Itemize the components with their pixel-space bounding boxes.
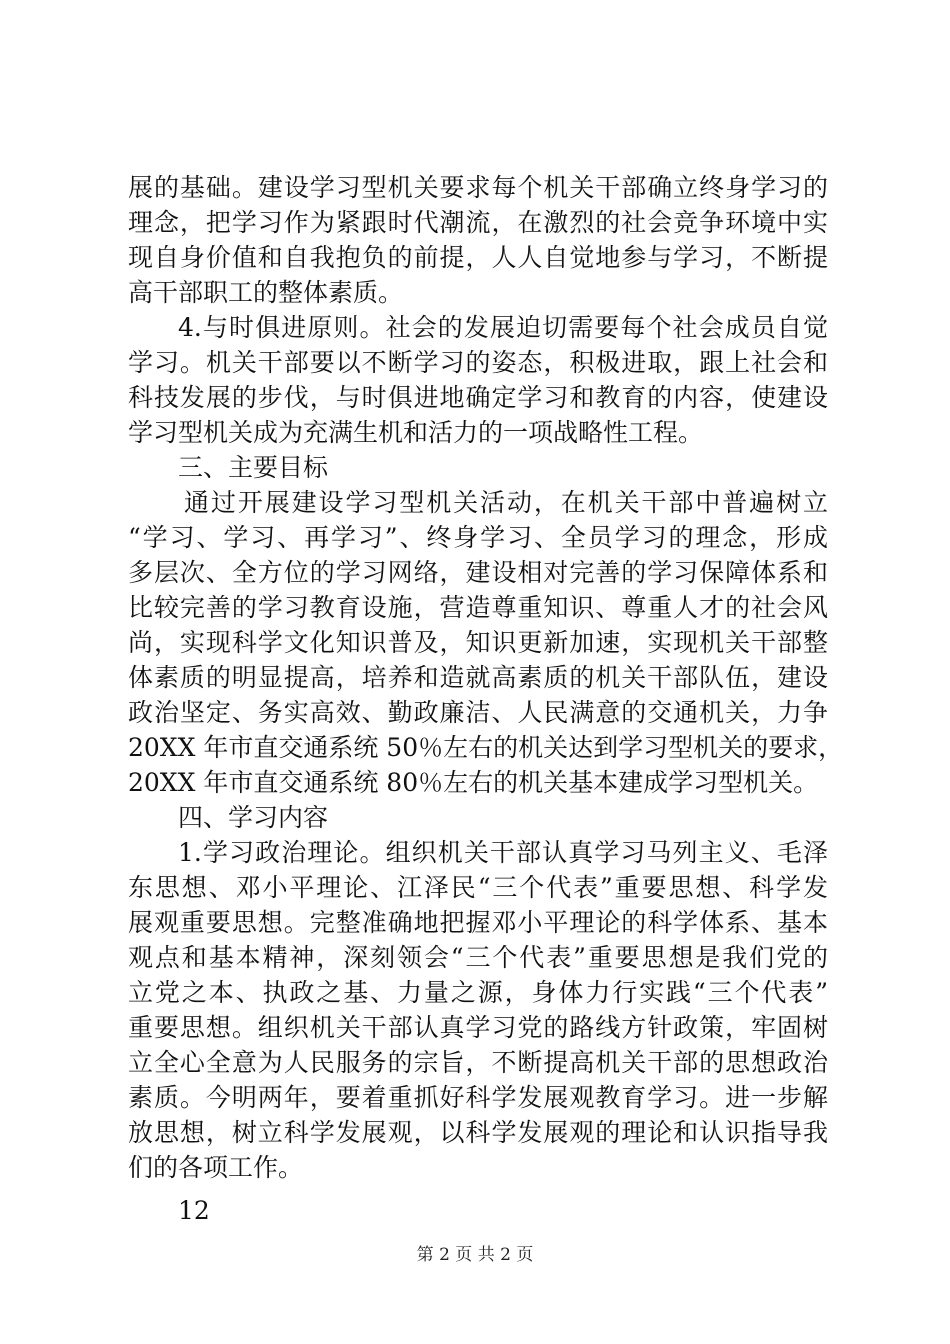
body-text-line: 20XX 年市直交通系统 50％左右的机关达到学习型机关的要求， xyxy=(128,733,844,762)
body-text-line: 学习型机关成为充满生机和活力的一项战略性工程。 xyxy=(128,418,704,447)
body-text-line: 比较完善的学习教育设施，营造尊重知识、尊重人才的社会风 xyxy=(128,593,828,622)
body-text-line: 现自身价值和自我抱负的前提，人人自觉地参与学习，不断提 xyxy=(128,243,828,272)
document-body xyxy=(128,170,844,1228)
body-text-line: 科技发展的步伐，与时俱进地确定学习和教育的内容，使建设 xyxy=(128,383,828,412)
body-text-line: 1.学习政治理论。组织机关干部认真学习马列主义、毛泽 xyxy=(178,838,828,867)
body-text-line: 展观重要思想。完整准确地把握邓小平理论的科学体系、基本 xyxy=(128,908,828,937)
page-footer: 第 2 页 共 2 页 xyxy=(416,1245,534,1265)
body-text-line: “学习、学习、再学习”、终身学习、全员学习的理念，形成 xyxy=(128,523,828,552)
body-text-line: 体素质的明显提高，培养和造就高素质的机关干部队伍，建设 xyxy=(128,663,828,692)
body-text-line: 们的各项工作。 xyxy=(128,1153,304,1182)
body-text-line: 立党之本、执政之基、力量之源，身体力行实践“三个代表” xyxy=(128,978,828,1007)
body-text-line: 通过开展建设学习型机关活动，在机关干部中普遍树立 xyxy=(184,488,828,517)
body-text-line: 东思想、邓小平理论、江泽民“三个代表”重要思想、科学发 xyxy=(128,873,828,902)
body-text-line: 学习。机关干部要以不断学习的姿态，积极进取，跟上社会和 xyxy=(128,348,828,377)
body-text-line: 观点和基本精神，深刻领会“三个代表”重要思想是我们党的 xyxy=(128,943,828,972)
body-text-line: 展的基础。建设学习型机关要求每个机关干部确立终身学习的 xyxy=(128,173,828,202)
section-heading: 四、学习内容 xyxy=(178,803,329,832)
body-text-line: 素质。今明两年，要着重抓好科学发展观教育学习。进一步解 xyxy=(128,1083,828,1112)
inline-page-number: 12 xyxy=(178,1196,210,1225)
body-text-line: 政治坚定、务实高效、勤政廉洁、人民满意的交通机关，力争 xyxy=(128,698,828,727)
body-text-line: 放思想，树立科学发展观，以科学发展观的理论和认识指导我 xyxy=(128,1118,828,1147)
body-text-line: 高干部职工的整体素质。 xyxy=(128,278,404,307)
body-text-line: 重要思想。组织机关干部认真学习党的路线方针政策，牢固树 xyxy=(128,1013,828,1042)
body-text-line: 多层次、全方位的学习网络，建设相对完善的学习保障体系和 xyxy=(128,558,828,587)
body-text-line: 20XX 年市直交通系统 80％左右的机关基本建成学习型机关。 xyxy=(128,768,819,797)
body-text-line: 4.与时俱进原则。社会的发展迫切需要每个社会成员自觉 xyxy=(178,313,828,342)
body-text-line: 立全心全意为人民服务的宗旨，不断提高机关干部的思想政治 xyxy=(128,1048,828,1077)
section-heading: 三、主要目标 xyxy=(178,453,329,482)
body-text-line: 理念，把学习作为紧跟时代潮流，在激烈的社会竞争环境中实 xyxy=(128,208,828,237)
body-text-line: 尚，实现科学文化知识普及，知识更新加速，实现机关干部整 xyxy=(128,628,828,657)
